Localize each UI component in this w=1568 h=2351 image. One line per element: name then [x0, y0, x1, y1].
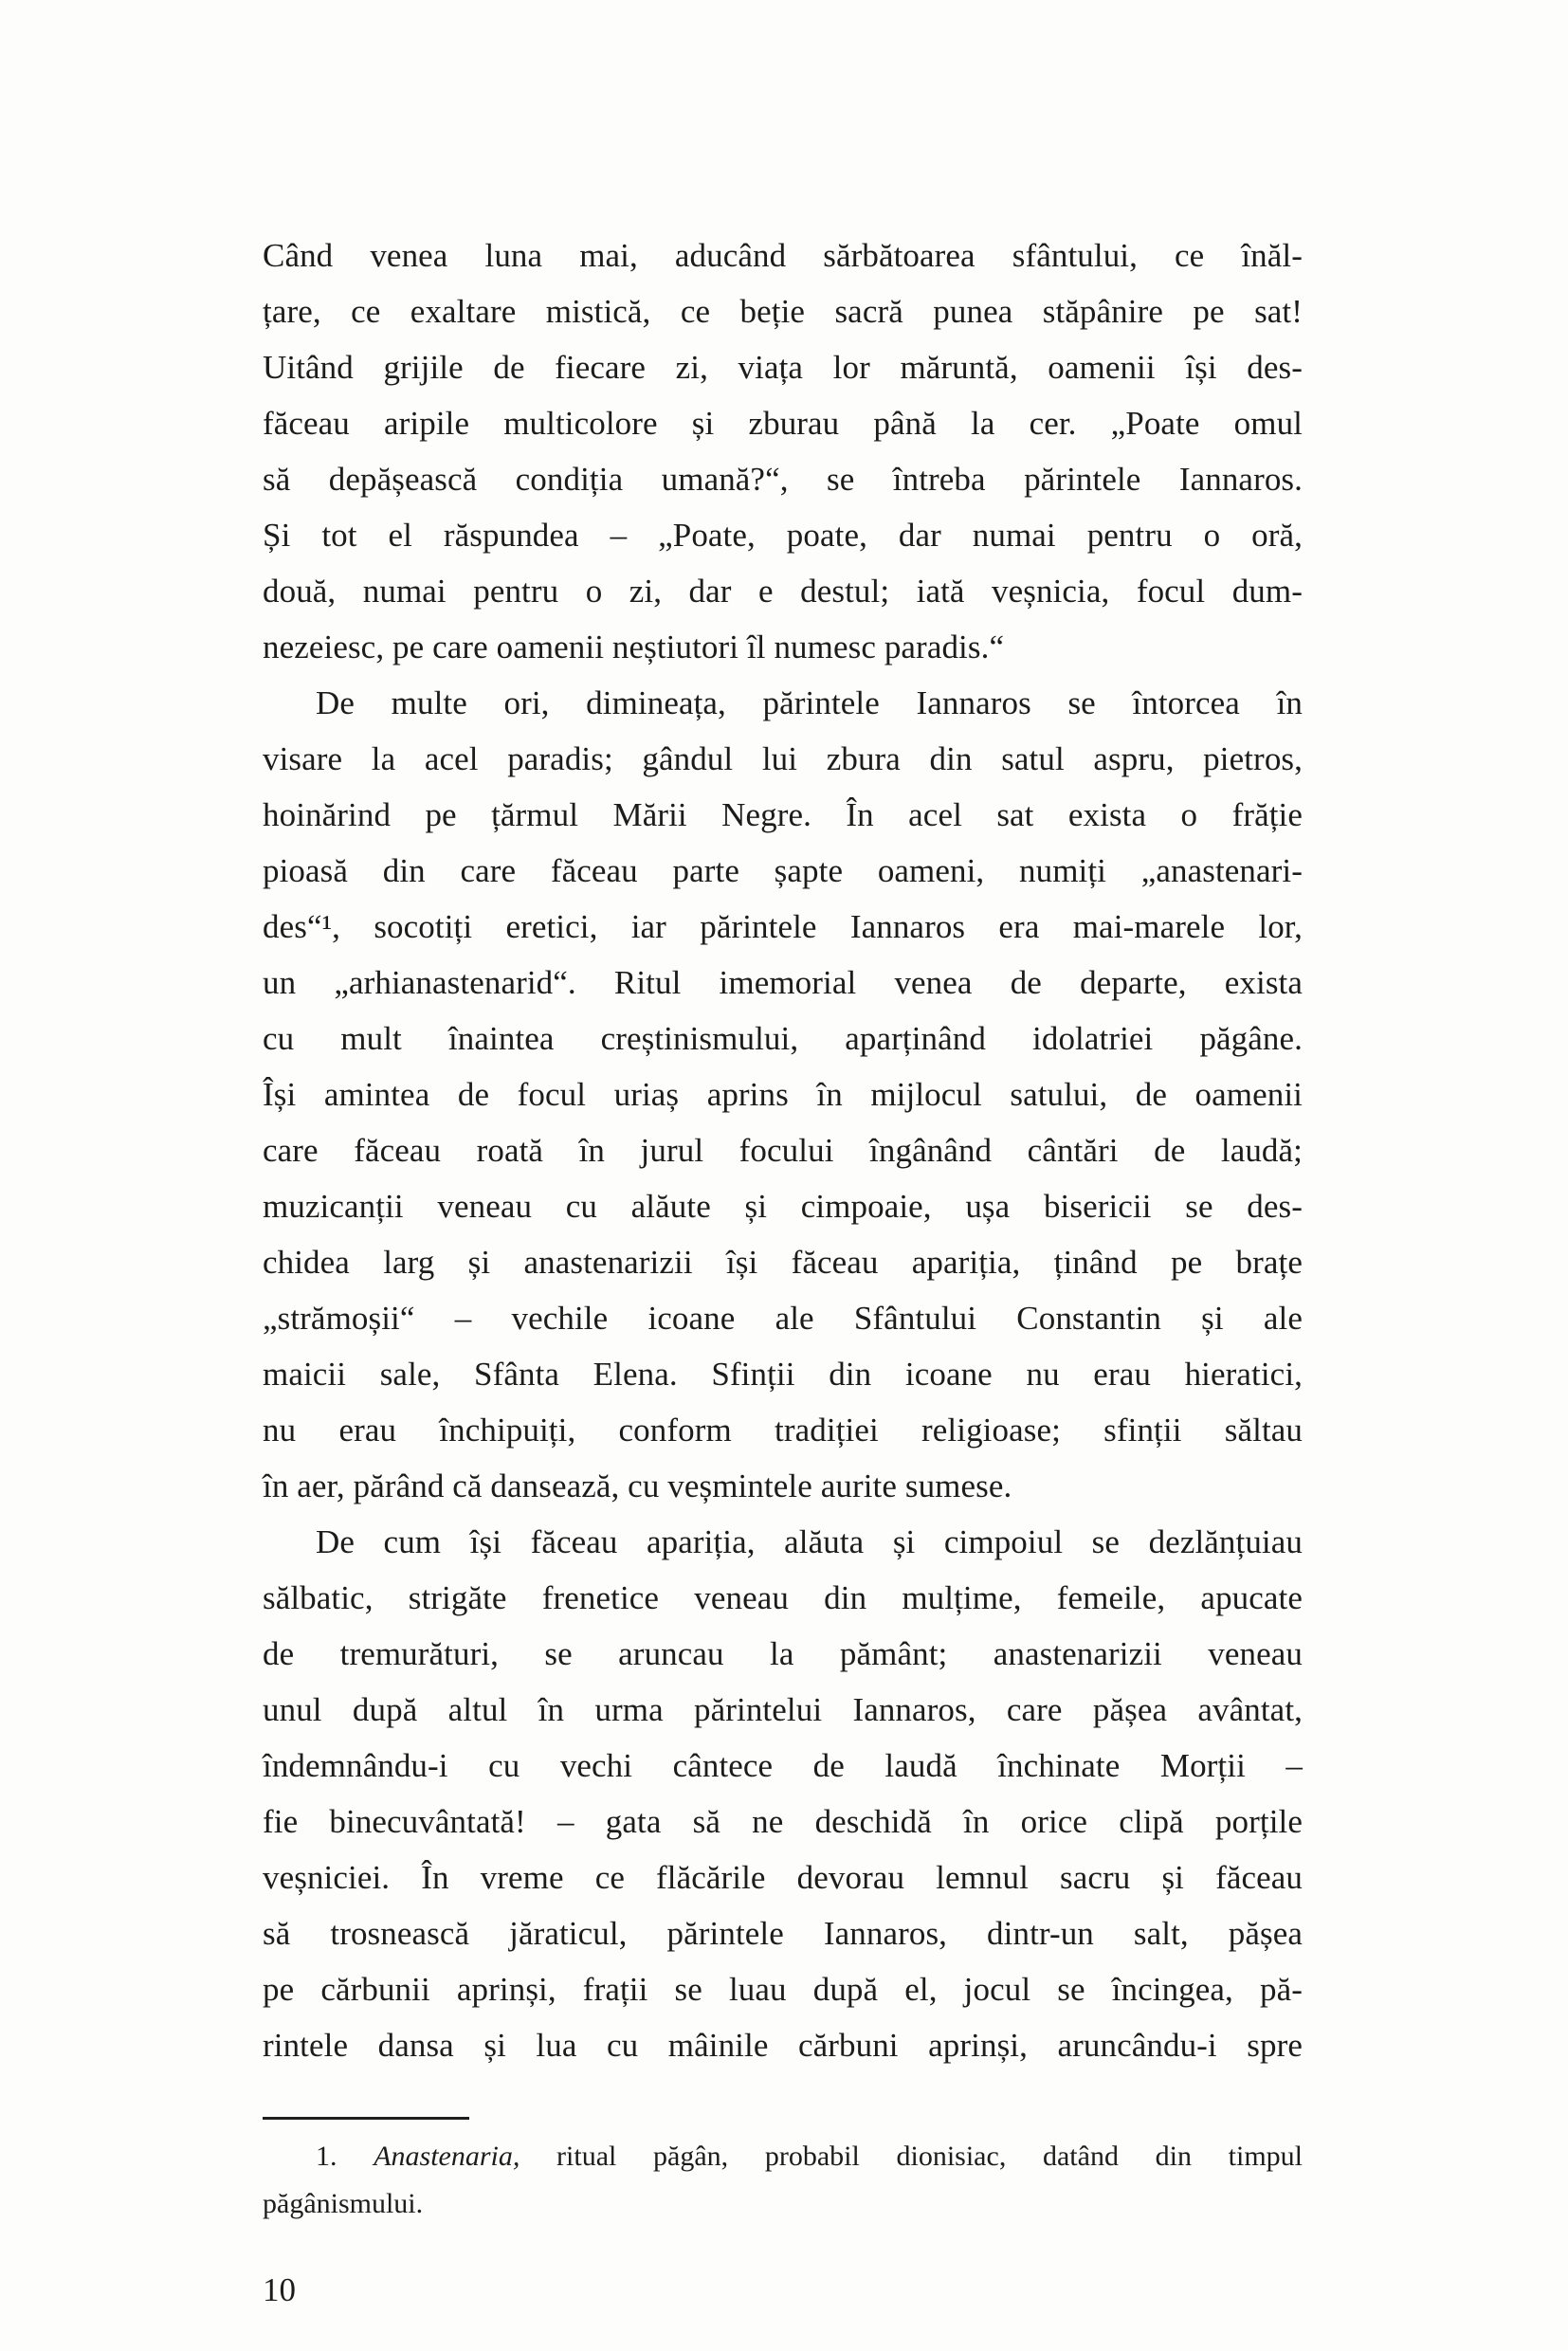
footnote-marker: 1.	[316, 2141, 374, 2172]
text-line: Uitând grijile de fiecare zi, viața lor măruntă, oamenii își des-	[263, 349, 1303, 386]
text-line: să trosnească jăraticul, părintele Iannaros, dintr-un salt, pășea	[263, 1915, 1303, 1952]
text-line: De multe ori, dimineața, părintele Iannaros se întorcea în	[316, 684, 1303, 721]
text-line: pe cărbunii aprinși, frații se luau după el, jocul se încingea, pă-	[263, 1971, 1303, 2008]
footnote-separator	[263, 2117, 469, 2120]
text-line: chidea larg și anastenarizii își făceau apariția, ținând pe brațe	[263, 1244, 1303, 1281]
text-line: care făceau roată în jurul focului îngânând cântări de laudă;	[263, 1132, 1303, 1169]
text-line: țare, ce exaltare mistică, ce beție sacră punea stăpânire pe sat!	[263, 293, 1303, 330]
paragraph	[263, 1514, 1303, 2073]
text-line: des“¹, socotiți eretici, iar părintele Iannaros era mai-marele lor,	[263, 908, 1303, 945]
footnote-term-italic: Anastenaria,	[374, 2141, 520, 2172]
text-line: Și tot el răspundea – „Poate, poate, dar numai pentru o oră,	[263, 517, 1303, 554]
paragraph	[263, 675, 1303, 1514]
text-line: unul după altul în urma părintelui Iannaros, care pășea avântat,	[263, 1691, 1303, 1728]
text-line: nezeiesc, pe care oamenii neștiutori îl numesc paradis.“	[263, 629, 1005, 665]
footnote-line	[263, 2133, 1303, 2180]
text-line: să depășească condiția umană?“, se întreba părintele Iannaros.	[263, 461, 1303, 498]
footnote-line: păgânismului.	[263, 2188, 424, 2219]
text-line: cu mult înaintea creștinismului, aparținând idolatriei păgâne.	[263, 1020, 1303, 1057]
text-line: veșniciei. În vreme ce flăcările devorau lemnul sacru și făceau	[263, 1859, 1303, 1896]
text-line: sălbatic, strigăte frenetice veneau din mulțime, femeile, apucate	[263, 1579, 1303, 1616]
footnote	[263, 2133, 1303, 2228]
text-line: nu erau închipuiți, conform tradiției religioase; sfinții săltau	[263, 1412, 1303, 1449]
page-number: 10	[263, 2271, 296, 2308]
text-line: Își amintea de focul uriaș aprins în mijlocul satului, de oamenii	[263, 1076, 1303, 1113]
text-line: pioasă din care făceau parte șapte oameni, numiți „anastenari-	[263, 852, 1303, 889]
text-line: hoinărind pe țărmul Mării Negre. În acel sat exista o frăție	[263, 796, 1303, 833]
text-line: două, numai pentru o zi, dar e destul; iată veșnicia, focul dum-	[263, 573, 1303, 610]
page-text-block	[263, 228, 1303, 2309]
text-line: De cum își făceau apariția, alăuta și cimpoiul se dezlănțuiau	[316, 1523, 1303, 1560]
text-line: un „arhianastenarid“. Ritul imemorial venea de departe, exista	[263, 964, 1303, 1001]
body-text	[263, 228, 1303, 2073]
text-line: făceau aripile multicolore și zburau până la cer. „Poate omul	[263, 405, 1303, 442]
text-line: rintele dansa și lua cu mâinile cărbuni aprinși, aruncându-i spre	[263, 2027, 1303, 2064]
footnote-text: ritual păgân, probabil dionisiac, datând din timpul	[520, 2141, 1303, 2172]
text-line: „strămoșii“ – vechile icoane ale Sfântului Constantin și ale	[263, 1300, 1303, 1337]
paragraph	[263, 228, 1303, 675]
text-line: Când venea luna mai, aducând sărbătoarea sfântului, ce înăl-	[263, 237, 1303, 274]
text-line: în aer, părând că dansează, cu veșmintele aurite sumese.	[263, 1467, 1012, 1504]
text-line: muzicanții veneau cu alăute și cimpoaie, ușa bisericii se des-	[263, 1188, 1303, 1225]
text-line: de tremurături, se aruncau la pământ; anastenarizii veneau	[263, 1635, 1303, 1672]
text-line: visare la acel paradis; gândul lui zbura din satul aspru, pietros,	[263, 740, 1303, 777]
text-line: maicii sale, Sfânta Elena. Sfinții din icoane nu erau hieratici,	[263, 1356, 1303, 1393]
text-line: fie binecuvântată! – gata să ne deschidă în orice clipă porțile	[263, 1803, 1303, 1840]
text-line: îndemnându-i cu vechi cântece de laudă închinate Morții –	[263, 1747, 1303, 1784]
